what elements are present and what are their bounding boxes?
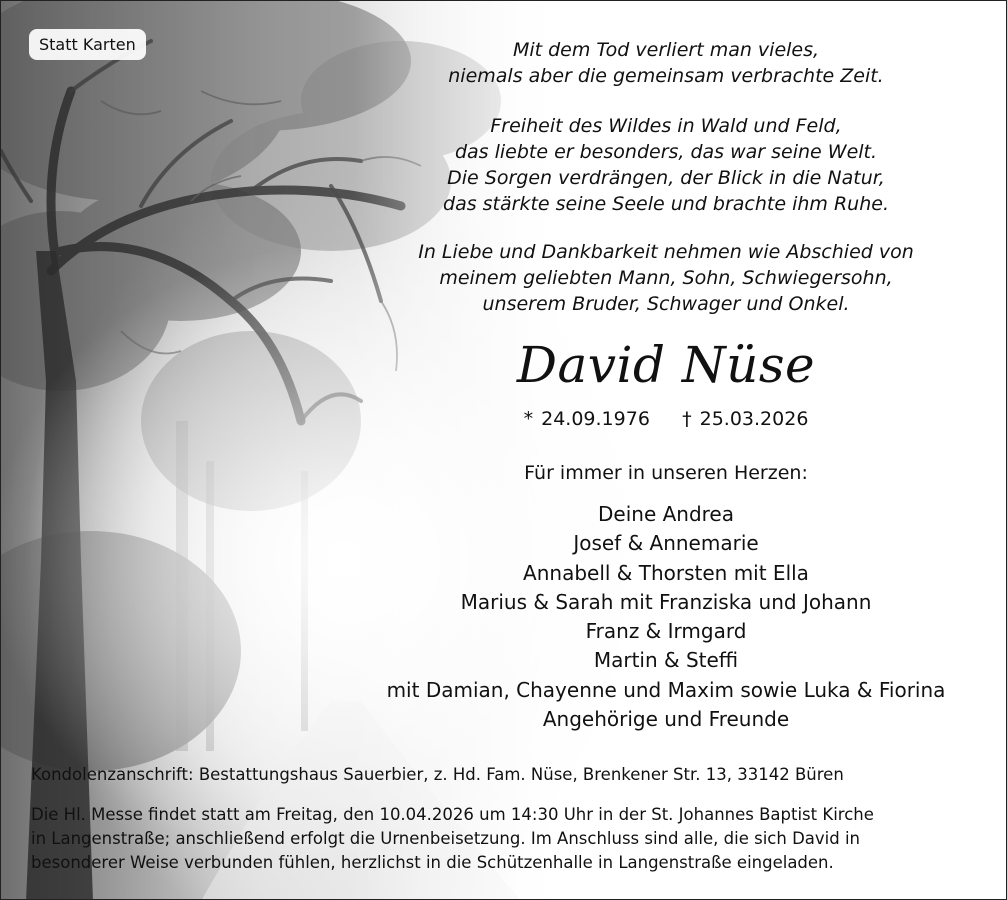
mass-info	[31, 803, 976, 875]
condolence-address: Kondolenzanschrift: Bestattungshaus Sauerbier, z. Hd. Fam. Nüse, Brenkener Str. 13, 33142 Büren	[31, 765, 844, 784]
poem-line: meinem geliebten Mann, Sohn, Schwiegersohn,	[439, 267, 893, 289]
poem-line: Die Sorgen verdrängen, der Blick in die Natur,	[447, 167, 885, 189]
mass-info-line: in Langenstraße; anschließend erfolgt die Urnenbeisetzung. Im Anschluss sind alle, die sich David in	[31, 829, 860, 848]
family-entry: Josef & Annemarie	[573, 531, 759, 556]
statt-karten-badge: Statt Karten	[29, 29, 146, 60]
poem-line: niemals aber die gemeinsam verbrachte Zeit.	[448, 65, 884, 87]
poem-stanza-2	[371, 113, 961, 217]
poem-line: In Liebe und Dankbarkeit nehmen wie Abschied von	[418, 241, 914, 263]
mass-info-line: Die Hl. Messe findet statt am Freitag, den 10.04.2026 um 14:30 Uhr in der St. Johannes Baptist Kirche	[31, 805, 874, 824]
poem-line: Mit dem Tod verliert man vieles,	[512, 39, 820, 61]
mass-info-line: besonderer Weise verbunden fühlen, herzlichst in die Schützenhalle in Langenstraße eingeladen.	[31, 853, 834, 872]
poem-line: Freiheit des Wildes in Wald und Feld,	[490, 115, 842, 137]
family-entry: Angehörige und Freunde	[542, 707, 790, 732]
family-entry: Martin & Steffi	[593, 648, 739, 673]
family-entry: Franz & Irmgard	[585, 619, 747, 644]
deceased-name: David Nüse	[516, 336, 816, 394]
family-entry: mit Damian, Chayenne und Maxim sowie Luka & Fiorina	[386, 677, 946, 702]
family-list	[331, 500, 1001, 734]
family-entry: Marius & Sarah mit Franziska und Johann	[460, 589, 872, 614]
life-dates	[401, 408, 931, 430]
death-date: † 25.03.2026	[682, 408, 809, 430]
family-entry: Deine Andrea	[598, 502, 734, 526]
birth-date: * 24.09.1976	[523, 408, 650, 430]
poem-stanza-1	[371, 37, 961, 89]
forever-line: Für immer in unseren Herzen:	[524, 462, 808, 484]
poem-stanza-3	[371, 239, 961, 317]
poem-line: das stärkte seine Seele und brachte ihm Ruhe.	[443, 193, 889, 215]
poem-line: unserem Bruder, Schwager und Onkel.	[482, 293, 850, 315]
poem-line: das liebte er besonders, das war seine Welt.	[454, 141, 878, 163]
family-entry: Annabell & Thorsten mit Ella	[523, 560, 809, 585]
